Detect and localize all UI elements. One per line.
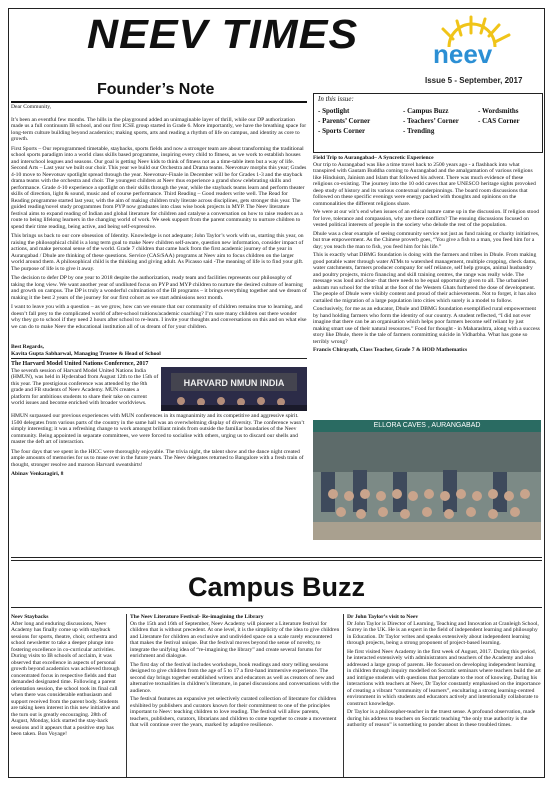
- litfest-heading: The Neev Literature Festival- Re-imagining the Library: [130, 614, 264, 620]
- signature: Kavita Gupta Sabharwal, Managing Trustee & Head of School: [11, 350, 161, 357]
- issue-item-sports-corner[interactable]: - Sports Corner: [318, 127, 366, 135]
- ellora-photo: [313, 420, 541, 540]
- issue-item-empty: [478, 126, 543, 136]
- issue-item-trending[interactable]: - Trending: [403, 127, 435, 135]
- taylor-heading: Dr John Taylor’s visit to Neev: [347, 614, 419, 620]
- field-trip-paragraph: This is exactly what DBMG foundation is doing with the farmers and tribes in Dhule. From making good potable water through water ATMs to watershed management, multiple cropping, check dams, water catchments, farmers producer company for self reliance, self help groups, animal husbandry and poultry projects, micro financing and skill training centres, the range was really wide. The message was loud and clear- that there needs to be equal opportunity given to all. The urbanised ashram run school for the tribal at the foot of the Western Ghats furthered the dose of development. The people of Dhule were visibly content and proud of their achievements. Not to forget, it has also curtailed the migration of a large population into cities which surely is a model to follow.: [313, 252, 537, 304]
- harvard-photo: [161, 367, 307, 411]
- field-trip-paragraph: Dhule was a clear example of seeing community service not just as fund raising or charity initiatives, but true empowerment. As the Chinese proverb goes, “You give a fish to a man, you feed him for a day; you teach the man to fish, you feed him for his life.”: [313, 230, 540, 250]
- harvard-article-cont: [11, 413, 307, 478]
- svg-text:neev: neev: [433, 39, 493, 69]
- litfest-paragraph: The festival features an expansive yet selectively curated collection of literature for children exhibited by publishers and curators known for their commitment to one of the principles important to Neev: teaching children to love reading. The festival will allow parents, teachers, publishers, curators, librarians and children to come together to create a movement that will continue over the years, marked by adaptive resilience.: [130, 696, 337, 728]
- masthead: [9, 9, 544, 69]
- group-photo: [313, 432, 541, 540]
- founders-note: [11, 104, 307, 333]
- photo-caption: ELLORA CAVES , AURANGABAD: [313, 420, 541, 432]
- campus-buzz-heading: Campus Buzz: [187, 572, 366, 602]
- harvard-author: Abinav Venkatagiri, 8: [11, 471, 64, 477]
- harvard-paragraph: The four days that we spent in the HICC were thoroughly enjoyable. The trivia night, the talent show and the dance night created ample amounts of memories for us to muse over in the future years. The Neev delegates returned to Bangalore with a fresh train of thought, stronger resolve and maroon Harvard sweatshirts!: [11, 448, 304, 468]
- field-trip-paragraph: We were at our wit’s end when issues of an ethical nature came up in the discussion. If religion stood for love, tolerance and compassion, why are there conflicts? The ensuing discussions focused on vested political interests of people in the society who delude the rest of the population.: [313, 209, 540, 228]
- salutation: Dear Community,: [11, 104, 52, 110]
- issue-item-cas-corner[interactable]: - CAS Corner: [478, 117, 520, 125]
- field-trip-article: [313, 155, 541, 354]
- issue-item-parents-corner[interactable]: - Parents’ Corner: [318, 117, 371, 125]
- founders-paragraph: This brings us back to our core obsession of Identity. Knowledge is not adequate; John Taylor’s work with us, starting this year, on raising the philosophical child is a long term goal to make Neev children self-aware, question new information, consider impact of actions, and make personal sense of the world. Grade 7 children that came back from the first academic journey of the year in Aurangabad / Dhule are thinking of these questions. Service (CAS/SAA) programs at Neev aim to focus children on the larger world around them. A philosophical child is the thinking and giving adult. As Picasso said -The meaning of life is to find your gift. The purpose of life is to give it away.: [11, 233, 304, 272]
- conference-photo: [161, 367, 307, 411]
- column-rule: [126, 614, 127, 777]
- divider: [11, 101, 307, 103]
- issue-item-campus-buzz[interactable]: - Campus Buzz: [403, 107, 449, 115]
- staybacks-article: [11, 614, 123, 738]
- harvard-paragraph: HMUN surpassed our previous experiences with MUN conferences in its magnanimity and its competitive and aggressive spirit. 1500 delegates from various parts of the country in the same hall was an overwhelming display of diversity. The conference wasn’t simply interesting; it was a refreshing change to work amongst brilliant minds from outside the familiar boundaries of the Neev community. Being appointed in separate committees, we were forced to socialise with others, urging us to discard our shells and master the deft art of interaction.: [11, 413, 305, 445]
- issue-item-spotlight[interactable]: - Spotlight: [318, 107, 350, 115]
- newsletter-title: NEEV TIMES: [87, 11, 359, 57]
- founders-paragraph: It’s been an eventful few months. The hills in the playground added an unimaginable layer of thrill, while our DP authorization made us a full continuum IB school, and our first ICSE group started in Grade 6. More importantly, we have the breathing space for long-term culture building beyond academics; making sports, arts and reading a rhythm of life on campus, and identity as core to growth.: [11, 116, 307, 142]
- litfest-paragraph: On the 15th and 16th of September, Neev Academy will pioneer a Literature festival for children that is without precedent. At one level, it is the simplicity of the idea to give children and Literature for children an exclusive and undivided space on a scale rarely encountered that makes the festival unique. But the festival moves beyond the sense of novelty, to integrate the unifying idea of “re-imagining the library” and create several forums for enrichment and dialogue.: [130, 620, 340, 659]
- issue-label: Issue 5 - September, 2017: [425, 76, 523, 85]
- column-rule: [343, 614, 344, 777]
- founders-paragraph: I want to leave you with a question – as we grow, how can we ensure that our community of children remains true to learning, and doesn’t fall prey to the complicated world of after-school tuitions/academic coaching? I’m sure many children out there wonder why they go to school if they need 2 hours after school to re-learn. I invite your thoughts and conversations on this and on what else we can do to make Neev the educational institution all of us dream of for your children.: [11, 304, 307, 330]
- field-trip-heading: Field Trip to Aurangabad– A Syncretic Experience: [313, 155, 434, 161]
- divider: [11, 557, 542, 558]
- founders-paragraph: First Sports – Our reprogrammed timetable, staybacks, sports fields and now a stronger team are about transforming the traditional school sports paradigm into a world class skills based programme, inspiring every child to fitness, as we work to establish houses and interschool leagues and seasons. Our goal is getting Neev kids to think of fitness not as a time-table item but a way of life. Second Arts – Last year we built our choir. This year we build our Orchestra and Drama teams. Neevotsav morphs this year; Grades 4-10 move to Neevotsav spotlight spread through the year. Neevotsav-Finale in December will be for Grades 1-3 and the stayback drama teams with the orchestra and choir. The youngest children at Neev thus experience a grand show celebrating skills and performance. Grade 4-10 experience a spotlight on their skills through the year, while the stayback teams learn and perform theater skills of direction, light & sound, music and of course performance. Third Reading – Good readers write well. The Read for Reading programme started last year, with the aim of making children truly literate across disciplines, gets stronger this year. The guided reading/novel study programmes from PYP now graduates into class wise book projects in MYP. The Neev literature festival aims to expand reading of Indian and global literature for children and catalyse a conversation on how to raise readers as a route to being lifelong learners in the changing world of work. We seek support from the parent community to nurture children to spend their time reading, being active, and being self-expressive.: [11, 145, 307, 230]
- taylor-paragraph: He first visited Neev Academy in the first week of August, 2017. During this period, he interacted extensively with administrators and teachers of the Academy and also addressed a large group of parents. He focussed on developing independent learning in children through inquiry modelled on Socratic seminars where teachers build the art and intrigue students with questions that percolate to the root of knowing. During his interactions with teachers at Neev, Dr Taylor constantly emphasised on the importance of creating a vibrant “community of learners”, encultaring a strong learning-centred environment in which students and educators actively and intentionally collaborate to construct knowledge.: [347, 648, 541, 707]
- litfest-article: [130, 614, 340, 731]
- in-issue-heading: In this issue:: [318, 95, 354, 103]
- founders-note-heading: Founder’s Note: [97, 81, 215, 98]
- signature-block: [11, 344, 307, 357]
- staybacks-text: After long and enduring discussions, Neev Academy has finally come up with staybuck sessions for sports, theatre, choir, orchestra and school newsletter to take a deeper plunge into fostering excellence in co-curricular activities. During visits to IB schools of acclaim, it was observed that excellence in aspects of personal growth beyond academics was achieved through concentrated focus in respective fields and that demanded designated time. Following a parent orientation session, the school took its final call when there was considerable enthusiasm and support received from the parent body. Students are taking keen interest in this new initiative and the turn out is greatly encouraging. 28th of August, Monday, kick started the stay-back sessions and it appears that a positive step has been taken. Bon Voyage!: [11, 620, 120, 737]
- founders-paragraph: The decision to defer DP by one year to 2018 despite the authorization, ready team and facilities represents our philosophy of taking the long view. We want another year of undiluted focus on PYP and MYP children to nurture the desired culture of learning and growth on campus. The DP is truly a wonderful culmination of the IB programs – it brings everything together and we dream of making it the best 2 years of the journey for our first cohort as we start admissions next month.: [11, 275, 307, 301]
- newsletter-page: [8, 8, 545, 778]
- neev-logo: [421, 9, 541, 71]
- litfest-paragraph: The first day of the festival includes workshops, book readings and story telling sessions designed to give children from the age of 5 to 17 a first-hand immersive experience. The second day brings together established writers and educators as well as creators of new and alternative textualities in children’s literature, in panel discussions and conversations with the audience.: [130, 661, 340, 694]
- in-this-issue: [313, 93, 543, 153]
- taylor-paragraph: Dr John Taylor is Director of Learning, Teaching and Innovation at Cranleigh School, Surrey in the UK. He is an expert in the field of independent learning and philosophy in Education. Dr Taylor writes and speaks extensively about independent learning through projects, being a strong proponent of project-based learning.: [347, 620, 539, 646]
- divider: [11, 358, 307, 359]
- taylor-paragraph: Dr Taylor is a philosopher-teacher in the truest sense. A profound observation, made during his address to teachers on Socratic teaching “the only true authority is the authority of reason” is something to ponder about in these troubled times.: [347, 709, 536, 728]
- harvard-heading: The Harvard Model United Nations Conference, 2017: [11, 361, 149, 367]
- harvard-paragraph: The seventh session of Harvard Model United Nations India (HMUN), was held in Hyderabad from August 12th to the 15th of this year. The prestigious conference was attended by the 8th grade and FB students of Neev Academy. MUN creates a platform for ambitious students to share their take on current world issues and become enriched with broader worldviews.: [11, 367, 159, 406]
- signoff: Best Regards,: [11, 344, 44, 350]
- svg-text:HARVARD NMUN INDIA: HARVARD NMUN INDIA: [183, 378, 285, 388]
- divider: [11, 607, 542, 608]
- field-trip-paragraph: Conclusively, for me as an educator, Dhule and DBMG foundation exemplified rural empowerment by hand holding farmers who form the identity of our country. A student reflected, “I did not ever imagine that there can be an organisation which helps poor farmers become self reliant by just making smart use of their natural resources.” Food for thought - in Maharashtra, along with a success story like Dhule, there is the tale of farmers committing suicide in Vidharbha. What has gone so terribly wrong?: [313, 306, 540, 345]
- issue-item-wordsmiths[interactable]: - Wordsmiths: [478, 107, 519, 115]
- staybacks-heading: Neev Staybacks: [11, 614, 49, 620]
- issue-item-teachers-corner[interactable]: - Teachers’ Corner: [403, 117, 459, 125]
- taylor-article: [347, 614, 541, 731]
- divider: [11, 560, 542, 561]
- field-trip-author: Francis Chirayath, Class Teacher, Grade 7 & HOD Mathematics: [313, 347, 468, 353]
- field-trip-paragraph: Our trip to Aurangabad was like a time travel back to 2500 years ago - a flashback into what transpired with Gautam Buddha coming to Aurangabad and the amalgamation of various religions like Hinduism, Jainism and Islam that followed his advent. There was much evidence of these religious co-existing. The journey into the 10 odd caves that are UNESCO heritage sights provoked deep study of history and its various contextual underpinnings. The board room discussions that followed on these specific evenings were energy packed with thoughts and opinions on the commonalities the different religions share.: [313, 161, 536, 207]
